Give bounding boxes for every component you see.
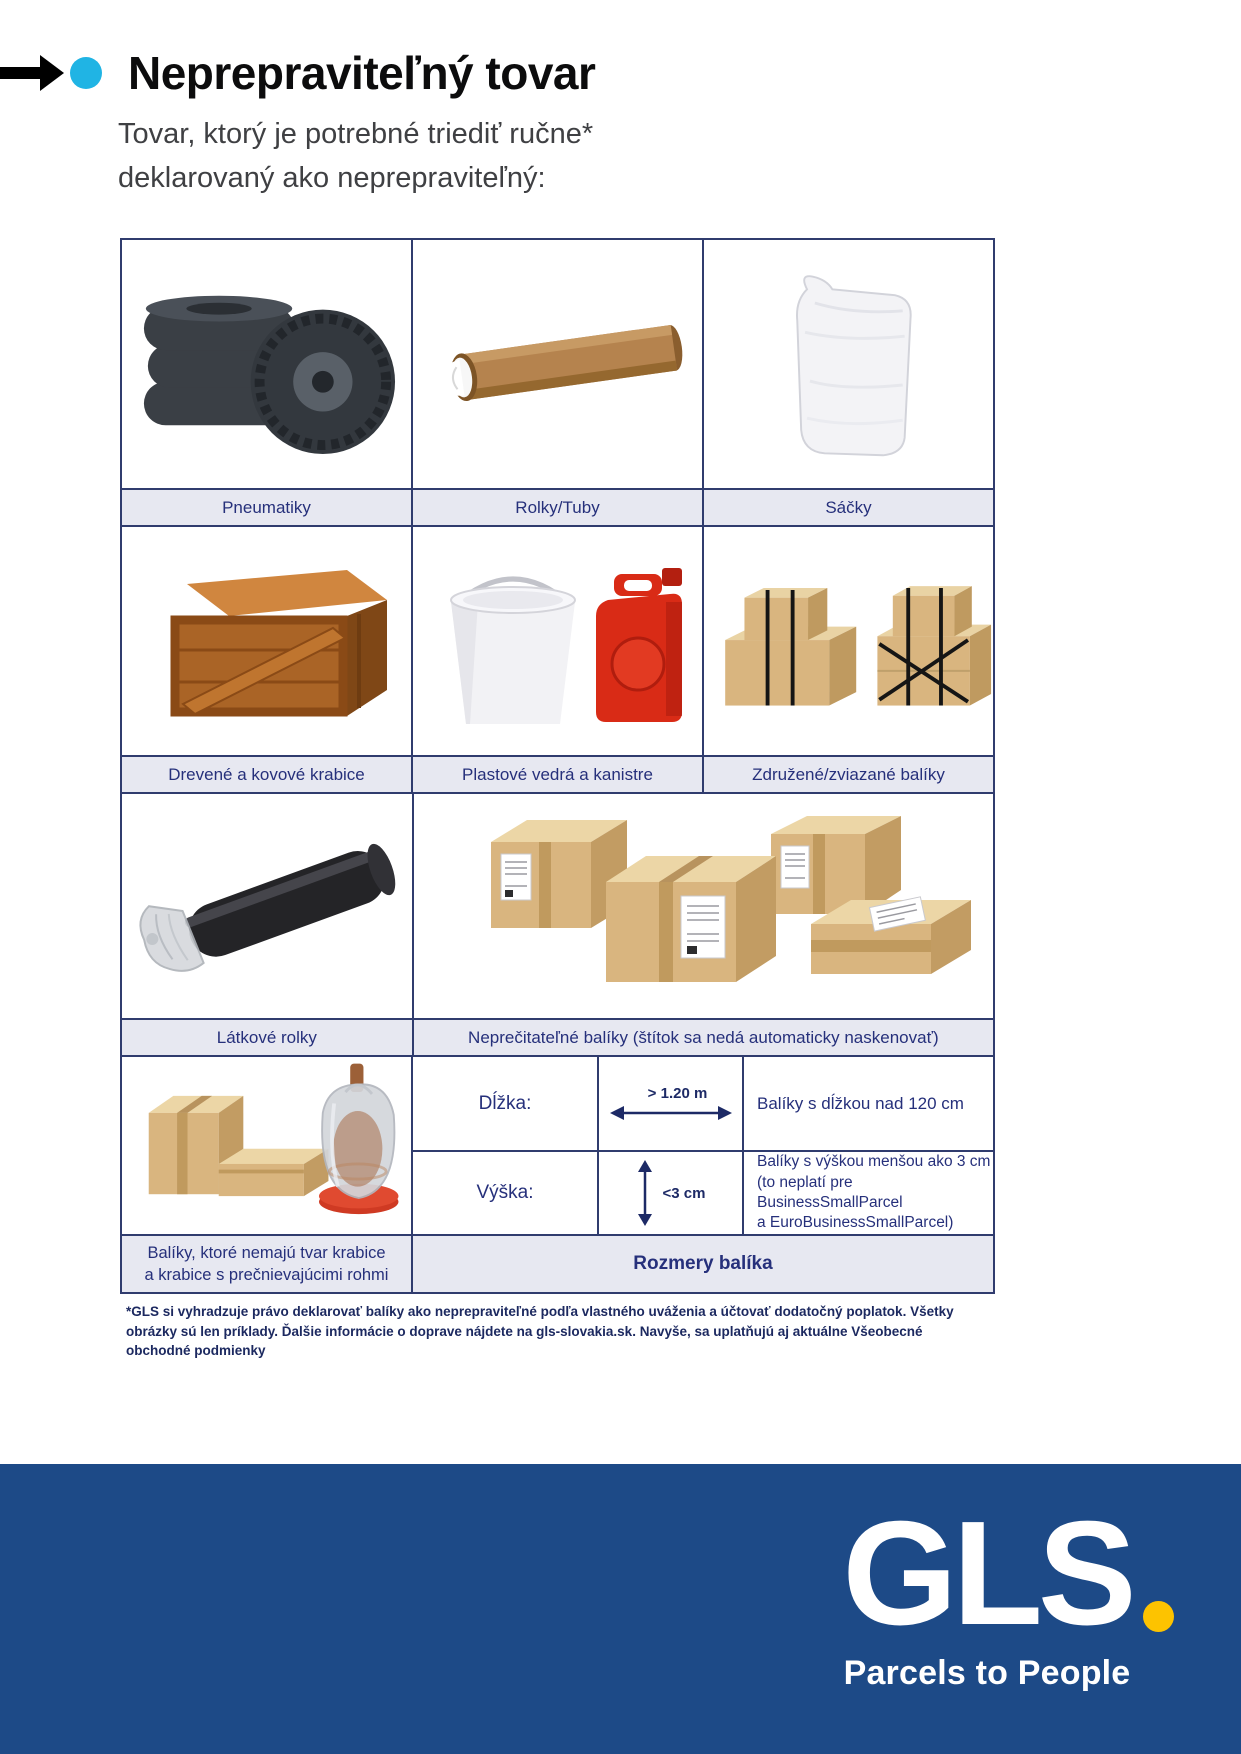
footer-band	[0, 1464, 1241, 1754]
fabric-roll-icon	[127, 804, 407, 1009]
page-title: Neprepraviteľný tovar	[128, 47, 596, 99]
length-description: Balíky s dĺžkou nad 120 cm	[757, 1093, 964, 1113]
height-label: Výška:	[413, 1152, 599, 1234]
horizontal-arrow-icon	[610, 1104, 732, 1122]
label-neprecitatelne-baliky: Neprečitateľné balíky (štítok sa nedá automaticky naskenovať)	[414, 1020, 993, 1055]
gls-logo	[842, 1491, 1132, 1656]
length-arrow-cell	[599, 1057, 744, 1150]
footnote-line3: obchodné podmienky	[126, 1343, 266, 1359]
height-desc-line1: Balíky s výškou menšou ako 3 cm	[757, 1153, 991, 1171]
tires-icon	[136, 264, 398, 464]
bucket-and-canister-icon	[418, 546, 698, 736]
gls-logo-block	[833, 1491, 1141, 1693]
cell-image-bundled-parcels	[704, 527, 993, 755]
label-pneumatiky: Pneumatiky	[122, 490, 413, 525]
label-odd-line2: a krabice s prečnievajúcimi rohmi	[144, 1266, 389, 1284]
length-measure: > 1.20 m	[647, 1085, 708, 1102]
label-odd-shaped-parcels	[122, 1234, 411, 1292]
cell-image-cardboard-tube	[413, 240, 704, 488]
height-arrow-cell	[599, 1152, 744, 1234]
subtitle	[118, 112, 593, 200]
height-desc-line3: a EuroBusinessSmallParcel)	[757, 1214, 954, 1232]
cell-image-unreadable-parcels	[414, 794, 993, 1018]
height-measure: <3 cm	[662, 1184, 706, 1202]
cell-image-tires	[122, 240, 413, 488]
height-description	[744, 1152, 993, 1234]
cell-image-sack	[704, 240, 993, 488]
table-label-row	[122, 755, 993, 794]
label-rolky-tuby: Rolky/Tuby	[413, 490, 704, 525]
gls-logo-text: GLS	[842, 1491, 1132, 1656]
table-row	[122, 1057, 993, 1292]
subtitle-line1: Tovar, ktorý je potrebné triediť ručne*	[118, 118, 594, 150]
height-desc-line2: (to neplatí pre BusinessSmallParcel	[757, 1173, 903, 1211]
footnote-line1: *GLS si vyhradzuje právo deklarovať balíky ako neprepraviteľné podľa vlastného uváženia a účtovať dodatočný poplatok. Všetky	[126, 1304, 954, 1319]
table-label-row	[122, 1018, 993, 1057]
cell-image-bucket-canister	[413, 527, 704, 755]
odd-shaped-parcels-icon	[124, 1058, 409, 1233]
table-row	[122, 794, 993, 1018]
cell-image-wooden-crate	[122, 527, 413, 755]
cell-image-fabric-roll	[122, 794, 414, 1018]
gls-logo-yellow-dot-icon	[1143, 1601, 1174, 1632]
table-row	[122, 527, 993, 755]
table-row	[122, 240, 993, 488]
table-label-row	[122, 488, 993, 527]
cardboard-tube-icon	[423, 289, 693, 439]
label-latkove-rolky: Látkové rolky	[122, 1020, 414, 1055]
header	[0, 46, 595, 100]
bundled-parcels-icon	[704, 544, 993, 739]
label-odd-line1: Balíky, ktoré nemajú tvar krabice	[147, 1243, 386, 1262]
arrow-bullet-icon	[0, 50, 104, 96]
dimensions-table	[413, 1057, 993, 1292]
footnote	[126, 1302, 1026, 1361]
cell-odd-shaped-parcels	[122, 1057, 413, 1292]
subtitle-line2: deklarovaný ako neprepraviteľný:	[118, 162, 546, 195]
label-zdruzene-baliky: Združené/zviazané balíky	[704, 757, 993, 792]
label-sacky: Sáčky	[704, 490, 993, 525]
vertical-arrow-icon	[636, 1160, 654, 1226]
dimension-row-height	[413, 1152, 993, 1236]
wooden-crate-icon	[137, 544, 397, 739]
label-plastove-vedra: Plastové vedrá a kanistre	[413, 757, 704, 792]
label-drevene-krabice: Drevené a kovové krabice	[122, 757, 413, 792]
unreadable-parcels-icon	[431, 804, 976, 1009]
cell-image-odd-parcels	[122, 1057, 411, 1234]
cyan-dot-icon	[70, 57, 102, 89]
gls-tagline: Parcels to People	[843, 1654, 1131, 1692]
length-label: Dĺžka:	[413, 1057, 599, 1150]
goods-table	[120, 238, 995, 1294]
footnote-line2: obrázky sú len príklady. Ďalšie informácie o doprave nájdete na gls-slovakia.sk. Navyše, sa uplatňujú aj aktuálne Všeobecné	[126, 1323, 923, 1339]
sack-icon	[754, 262, 944, 467]
dimension-row-length	[413, 1057, 993, 1152]
dimensions-footer-label: Rozmery balíka	[413, 1236, 993, 1292]
